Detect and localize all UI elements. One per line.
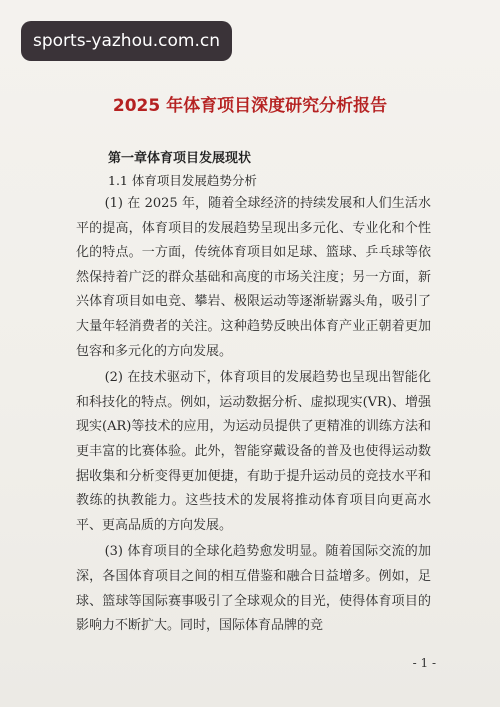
paragraph-1: (1) 在 2025 年，随着全球经济的持续发展和人们生活水平的提高，体育项目的发展趋势呈现出多元化、专业化和个性化的特点。一方面，传统体育项目如足球、篮球、乒乓球等依然保持着广泛的群众基础和高度的市场关注度；另一方面，新兴体育项目如电竞、攀岩、极限运动等逐渐崭露头角，吸引了大量年轻消费者的关注。这种趋势反映出体育产业正朝着更加包容和多元化的方向发展。 <box>76 196 431 359</box>
paragraph-3: (3) 体育项目的全球化趋势愈发明显。随着国际交流的加深，各国体育项目之间的相互借鉴和融合日益增多。例如，足球、篮球等国际赛事吸引了全球观众的目光，使得体育项目的影响力不断扩大。同时，国际体育品牌的竞 <box>76 544 431 634</box>
page-number: - 1 - <box>412 656 436 670</box>
chapter-heading: 第一章体育项目发展现状 <box>108 151 252 166</box>
source-watermark: sports-yazhou.com.cn <box>21 21 232 61</box>
section-heading: 1.1 体育项目发展趋势分析 <box>108 173 257 188</box>
paragraph-2: (2) 在技术驱动下，体育项目的发展趋势也呈现出智能化和科技化的特点。例如，运动数据分析、虚拟现实(VR)、增强现实(AR)等技术的应用，为运动员提供了更精准的训练方法和更丰富的比赛体验。此外，智能穿戴设备的普及也使得运动数据收集和分析变得更加便捷，有助于提升运动员的竞技水平和教练的执教能力。这些技术的发展将推动体育项目向更高水平、更高品质的方向发展。 <box>76 370 431 533</box>
body-text <box>76 192 431 641</box>
report-title: 2025 年体育项目深度研究分析报告 <box>112 96 388 116</box>
